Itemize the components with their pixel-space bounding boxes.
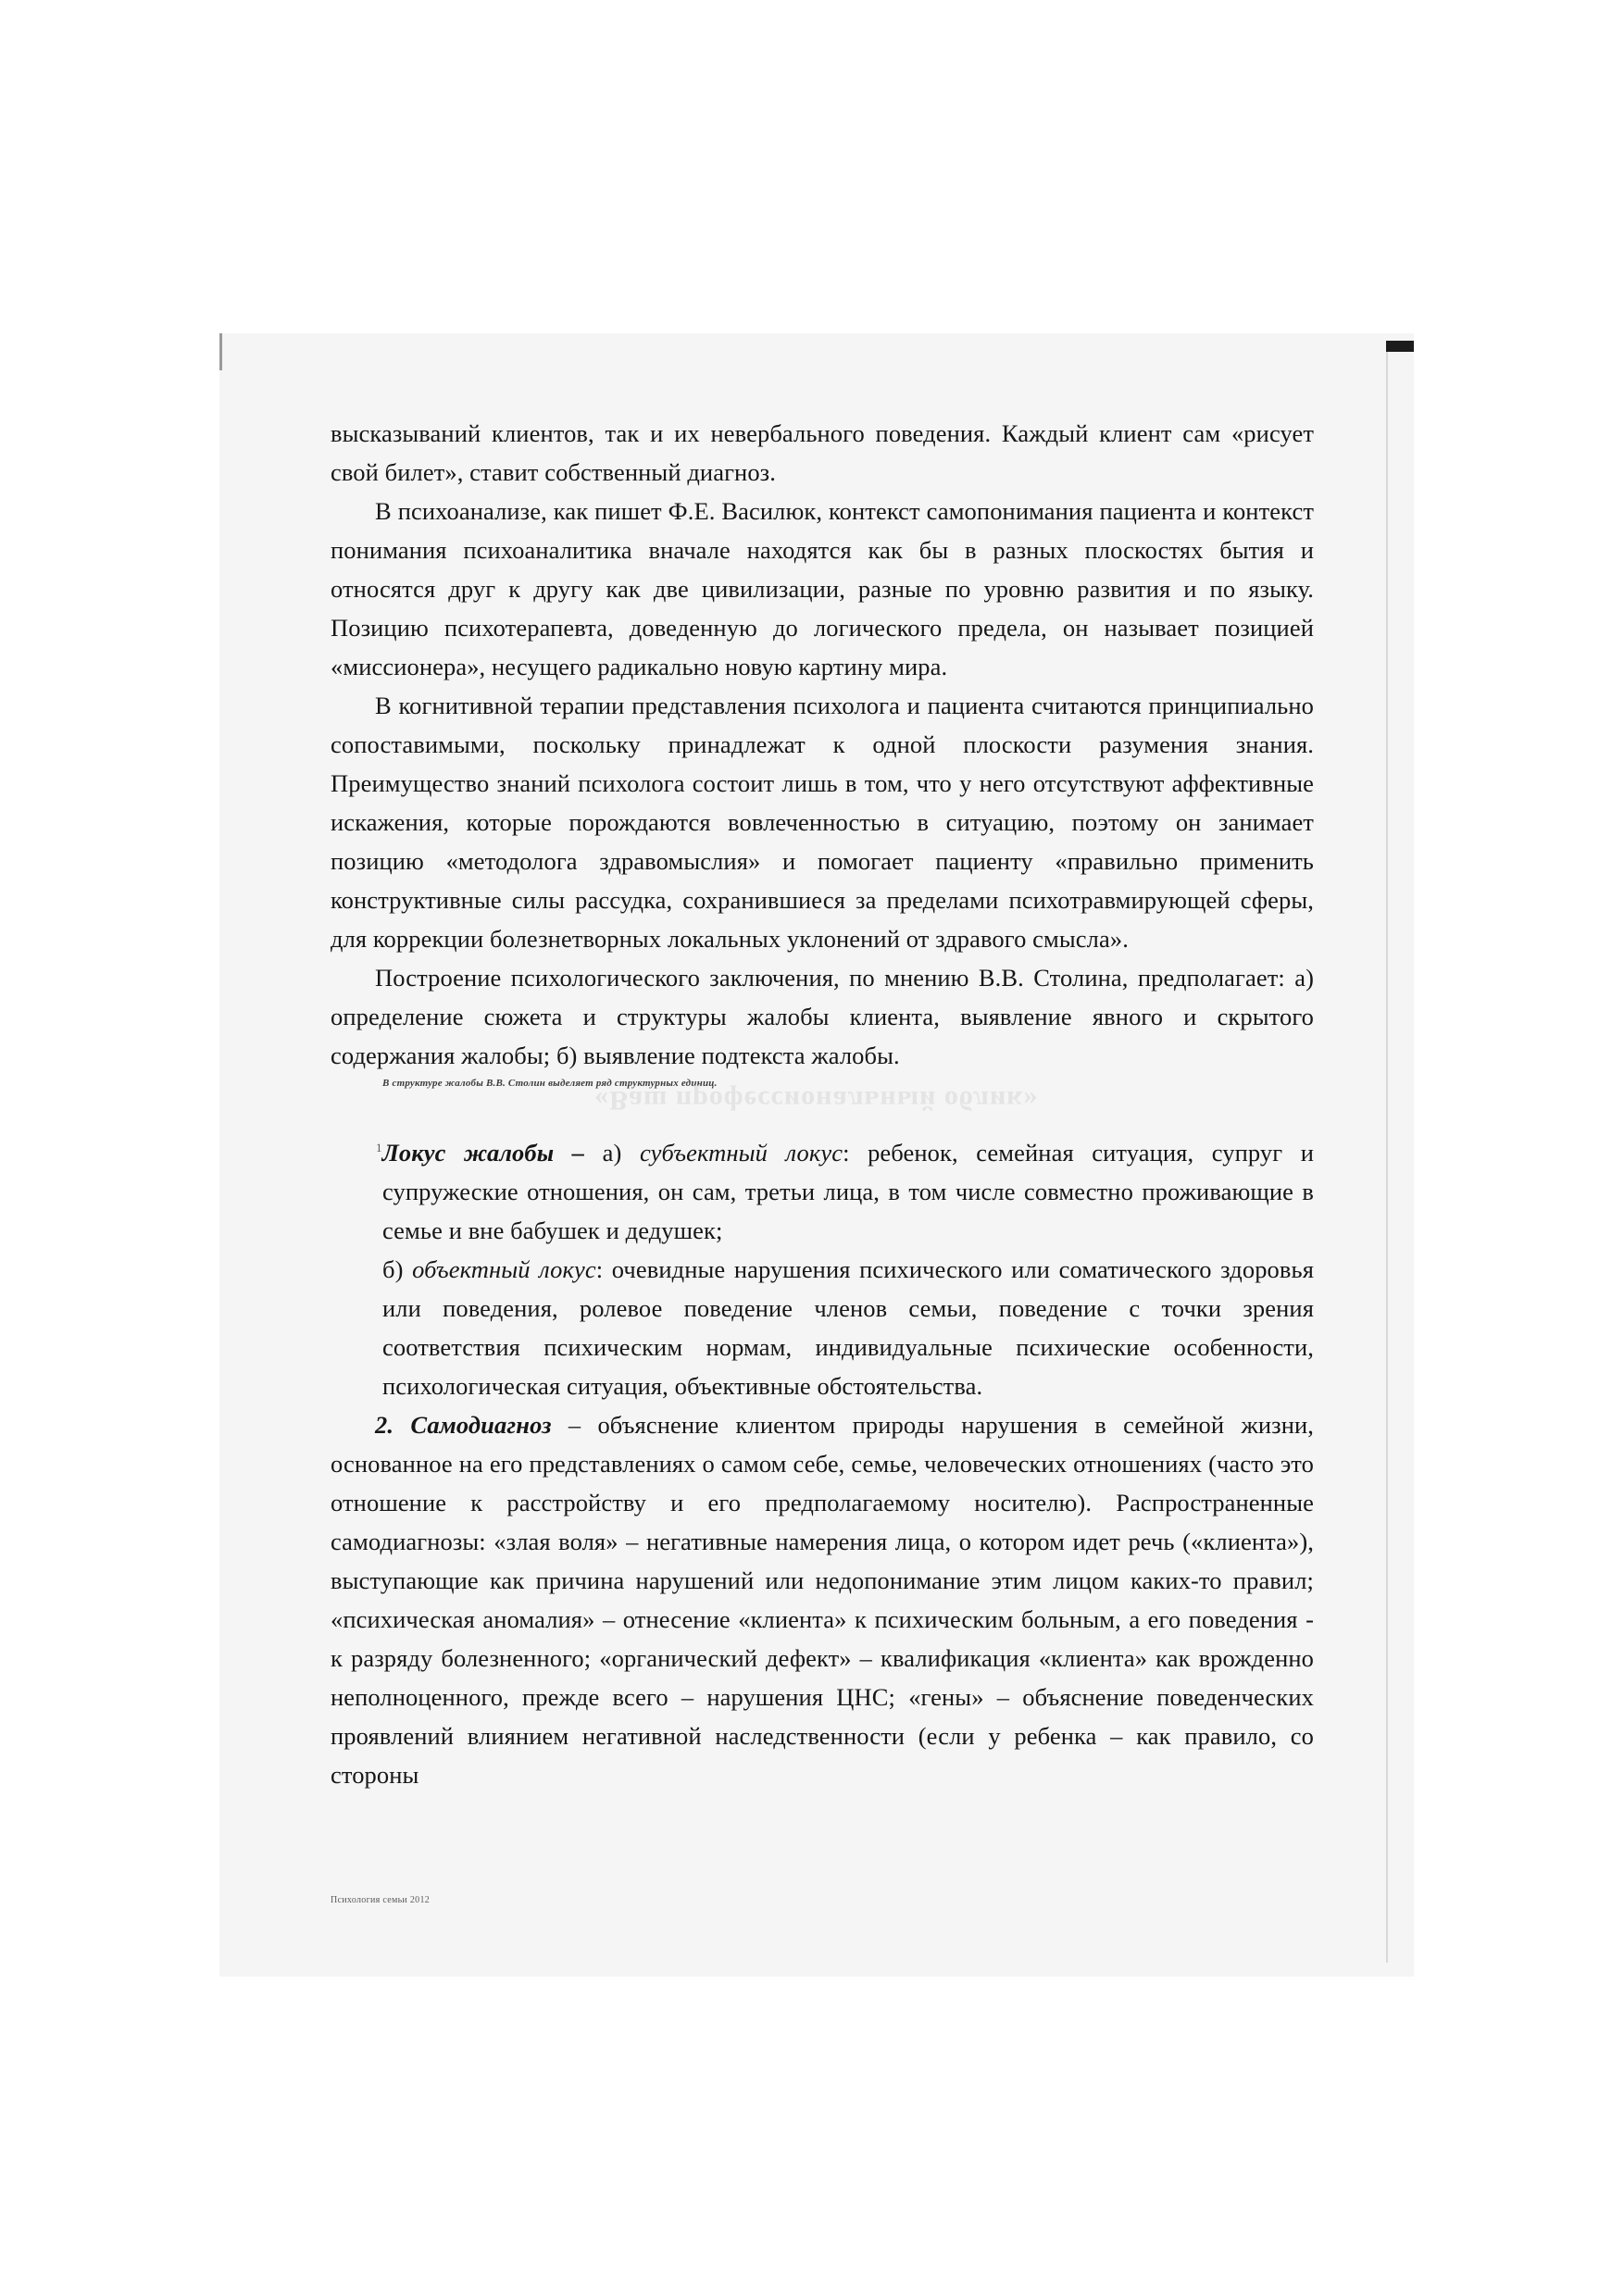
page-footer: Психология семьи 2012 xyxy=(331,1895,431,1905)
term-subject-locus: субъектный локус xyxy=(639,1138,843,1167)
page-edge-shadow-left xyxy=(219,333,222,370)
list-item-locus xyxy=(376,1129,1314,1250)
term-object-locus: объектный локус xyxy=(412,1254,596,1283)
paragraph-self-diagnosis xyxy=(331,1405,1314,1794)
paragraph-cognitive-therapy: В когнитивной терапии представления психолога и пациента считаются принципиально сопоставимыми, поскольку принадлежат к одной плоскости разумения знания. Преимущество знаний психолога состоит лишь в том, что у него отсутствуют аффективные искажения, которые порождаются вовлеченностью в ситуацию, поэтому он занимает позицию «методолога здравомыслия» и помогает пациенту «правильно применить конструктивные силы рассудка, сохранившиеся за пределами психотравмирующей сферы, для коррекции болезнетворных локальных уклонений от здравого смысла». xyxy=(331,692,1314,953)
paragraph-conclusion: Построение психологического заключения, по мнению В.В. Столина, предполагает: а) определение сюжета и структуры жалобы клиента, выявление явного и скрытого содержания жалобы; б) выявление подтекста жалобы. xyxy=(331,964,1314,1069)
page-edge-mark-right xyxy=(1386,341,1414,352)
small-caption: В структуре жалобы В.В. Столин выделяет ряд структурных единиц. xyxy=(382,1078,718,1089)
object-locus-text: : очевидные нарушения психического или соматического здоровья или поведения, ролевое поведение членов семьи, поведение с точки зрения соответствия психическим нормам, индивидуальные психические особенности, психологическая ситуация, объективные обстоятельства. xyxy=(382,1254,1314,1400)
list-marker: 1 xyxy=(376,1141,382,1154)
subject-locus-text: : ребенок, семейная ситуация, супруг и супружеские отношения, он сам, третьи лица, в том числе совместно проживающие в семье и вне бабушек и дедушек; xyxy=(382,1138,1314,1244)
label-b: б) xyxy=(382,1254,404,1283)
page-edge-line-right xyxy=(1386,352,1388,1963)
paragraph-continuation: высказываний клиентов, так и их невербального поведения. Каждый клиент сам «рисует свой билет», ставит собственный диагноз. xyxy=(331,419,1314,486)
self-diagnosis-text: – объяснение клиентом природы нарушения в семейной жизни, основанное на его представлениях о самом себе, семье, человеческих отношениях (часто это отношение к расстройству и его предполагаемому носителю). Распространенные самодиагнозы: «злая воля» – негативные намерения лица, о котором идет речь («клиента»), выступающие как причина нарушений или недопонимание этим лицом каких-то правил; «психическая аномалия» – отнесение «клиента» к психическим больным, а его поведения - к разряду болезненного; «органический дефект» – квалификация «клиента» как врожденно неполноценного, прежде всего – нарушения ЦНС; «гены» – объяснение поведенческих проявлений влиянием негативной наследственности (если у ребенка – как правило, со стороны xyxy=(331,1410,1314,1789)
paragraph-psychoanalysis: В психоанализе, как пишет Ф.Е. Василюк, контекст самопонимания пациента и контекст понимания психоаналитика вначале находятся как бы в разных плоскостях бытия и относятся друг к другу как две цивилизации, разные по уровню развития и по языку. Позицию психотерапевта, доведенную до логического предела, он называет позицией «миссионера», несущего радикально новую картину мира. xyxy=(331,497,1314,680)
list-item-object-locus xyxy=(382,1250,1314,1405)
document-body xyxy=(331,414,1314,1794)
term-locus: Локус жалобы – xyxy=(381,1138,585,1167)
bleed-through-heading-text: «Ваш профессиональный облик» xyxy=(594,1085,1039,1116)
term-self-diagnosis: 2. Самодиагноз xyxy=(375,1410,552,1439)
label-a: а) xyxy=(602,1138,622,1167)
bleed-through-heading xyxy=(331,1085,1314,1129)
